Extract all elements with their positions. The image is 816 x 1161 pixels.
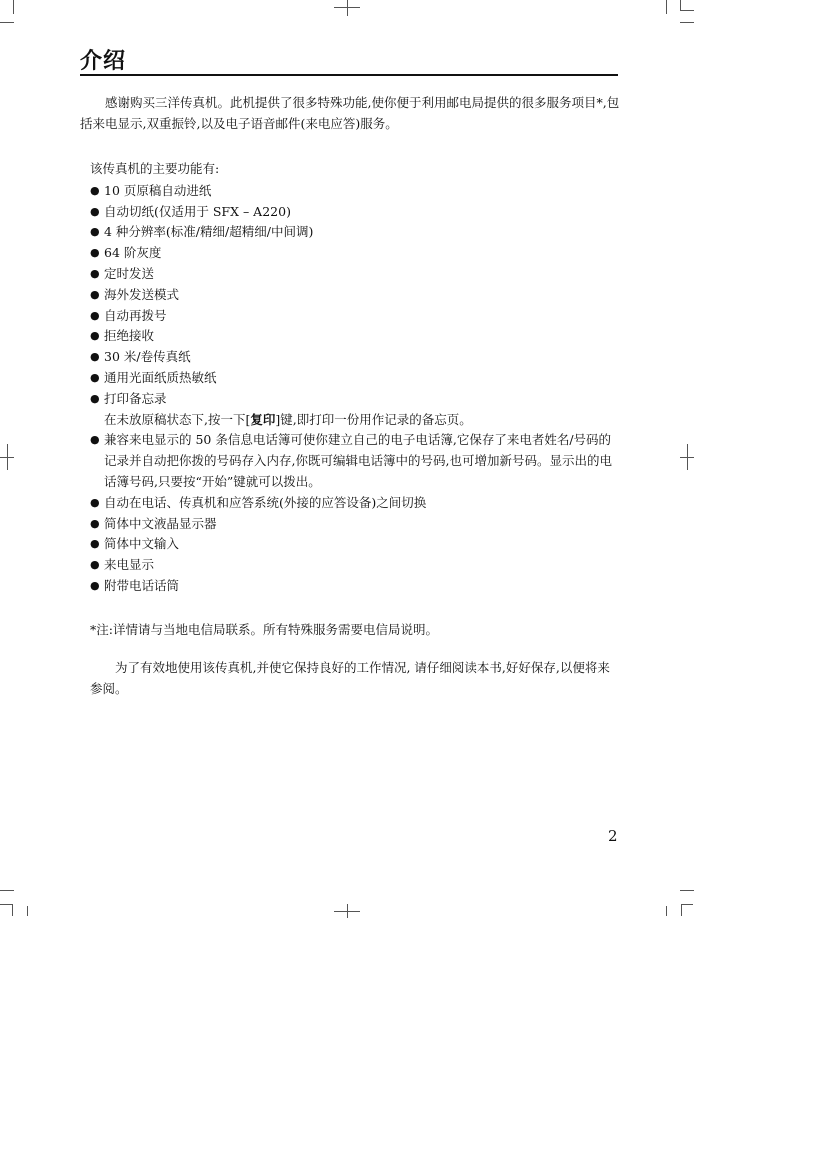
list-item-text: 自动再拨号 xyxy=(104,307,167,323)
detail-text-end: ]键,即打印一份用作记录的备忘页。 xyxy=(275,411,472,427)
bullet-icon: ● xyxy=(90,204,100,218)
page-title: 介绍 xyxy=(80,49,127,74)
list-item-text: 10 页原稿自动进纸 xyxy=(104,182,212,198)
list-item-text: 简体中文液晶显示器 xyxy=(104,515,217,531)
list-item xyxy=(90,368,620,389)
list-item-text: 定时发送 xyxy=(104,265,155,281)
registration-cross-left-v xyxy=(7,444,8,470)
crop-mark-top-left-v xyxy=(13,0,14,14)
list-item xyxy=(90,576,620,597)
crop-mark-top-right-v2 xyxy=(680,0,681,10)
list-item xyxy=(90,243,620,264)
copy-key-label: 复印 xyxy=(250,411,276,427)
crop-mark-top-right-h xyxy=(680,10,694,11)
crop-mark-bottom-left-h xyxy=(0,890,14,891)
bullet-icon: ● xyxy=(90,225,100,239)
list-item-detail xyxy=(104,410,620,431)
closing-paragraph xyxy=(90,657,620,699)
crop-mark-bottom-left-v xyxy=(12,904,13,916)
bullet-icon: ● xyxy=(90,433,100,447)
list-item xyxy=(90,534,620,555)
list-item-text: 自动切纸(仅适用于 SFX – A220) xyxy=(104,203,291,219)
list-item xyxy=(90,202,620,223)
list-item xyxy=(90,285,620,306)
list-item xyxy=(90,347,620,368)
crop-mark-top-left-h xyxy=(0,22,14,23)
bullet-icon: ● xyxy=(90,329,100,343)
list-item xyxy=(90,430,620,492)
crop-mark-bottom-right-h2 xyxy=(681,904,693,905)
list-item xyxy=(90,493,620,514)
bullet-icon: ● xyxy=(90,516,100,530)
crop-mark-bottom-left-h2 xyxy=(0,904,12,905)
list-item-text: 简体中文输入 xyxy=(104,536,180,552)
bullet-icon: ● xyxy=(90,183,100,197)
list-item-text: 打印备忘录 xyxy=(104,390,167,406)
list-item xyxy=(90,181,620,202)
bullet-icon: ● xyxy=(90,308,100,322)
closing-text: 为了有效地使用该传真机,并使它保持良好的工作情况, 请仔细阅读本书,好好保存,以便将来参阅。 xyxy=(90,660,610,696)
page-number: 2 xyxy=(608,827,618,845)
list-item-text: 来电显示 xyxy=(104,557,155,573)
crop-mark-bottom-right-h xyxy=(680,890,694,891)
crop-mark-bottom-left-v2 xyxy=(27,906,28,916)
bullet-icon: ● xyxy=(90,537,100,551)
bullet-icon: ● xyxy=(90,350,100,364)
list-item-text: 附带电话话筒 xyxy=(104,577,180,593)
list-item xyxy=(90,306,620,327)
intro-paragraph xyxy=(80,92,620,134)
bullet-icon: ● xyxy=(90,578,100,592)
list-item xyxy=(90,326,620,347)
detail-text-start: 在未放原稿状态下,按一下[ xyxy=(104,411,251,427)
crop-mark-top-right-h2 xyxy=(680,22,694,23)
registration-cross-top-v xyxy=(347,0,348,16)
bullet-icon: ● xyxy=(90,370,100,384)
footnote: *注:详情请与当地电信局联系。所有特殊服务需要电信局说明。 xyxy=(90,622,438,637)
registration-cross-right-v xyxy=(687,444,688,470)
feature-heading: 该传真机的主要功能有: xyxy=(90,161,220,176)
list-item xyxy=(90,264,620,285)
bullet-icon: ● xyxy=(90,558,100,572)
crop-mark-bottom-right-v2 xyxy=(681,904,682,916)
list-item-text: 拒绝接收 xyxy=(104,328,155,344)
list-item-text: 自动在电话、传真机和应答系统(外接的应答设备)之间切换 xyxy=(104,494,427,510)
bullet-icon: ● xyxy=(90,495,100,509)
list-item-text: 4 种分辨率(标准/精细/超精细/中间调) xyxy=(104,224,314,240)
list-item-text: 海外发送模式 xyxy=(104,286,180,302)
list-item-text: 64 阶灰度 xyxy=(104,245,162,261)
title-rule xyxy=(80,74,618,76)
registration-cross-bottom-v xyxy=(347,904,348,918)
list-item xyxy=(90,555,620,576)
bullet-icon: ● xyxy=(90,266,100,280)
crop-mark-bottom-right-v1 xyxy=(666,906,667,916)
bullet-icon: ● xyxy=(90,391,100,405)
list-item xyxy=(90,389,620,431)
list-item xyxy=(90,514,620,535)
intro-text: 感谢购买三洋传真机。此机提供了很多特殊功能,使你便于利用邮电局提供的很多服务项目*,包括来电显示,双重振铃,以及电子语音邮件(来电应答)服务。 xyxy=(80,95,620,131)
feature-list xyxy=(90,181,620,597)
list-item-text: 30 米/卷传真纸 xyxy=(104,349,191,365)
bullet-icon: ● xyxy=(90,287,100,301)
bullet-icon: ● xyxy=(90,246,100,260)
list-item-text: 兼容来电显示的 50 条信息电话簿可使你建立自己的电子电话簿,它保存了来电者姓名/号码的记录并自动把你拨的号码存入内存,你既可编辑电话簿中的号码,也可增加新号码。显示出的电话簿号码,只要按“开始”键就可以拨出。 xyxy=(104,432,612,489)
list-item-text: 通用光面纸质热敏纸 xyxy=(104,369,217,385)
list-item xyxy=(90,222,620,243)
crop-mark-top-right-v1 xyxy=(666,0,667,14)
feature-section xyxy=(90,159,620,597)
